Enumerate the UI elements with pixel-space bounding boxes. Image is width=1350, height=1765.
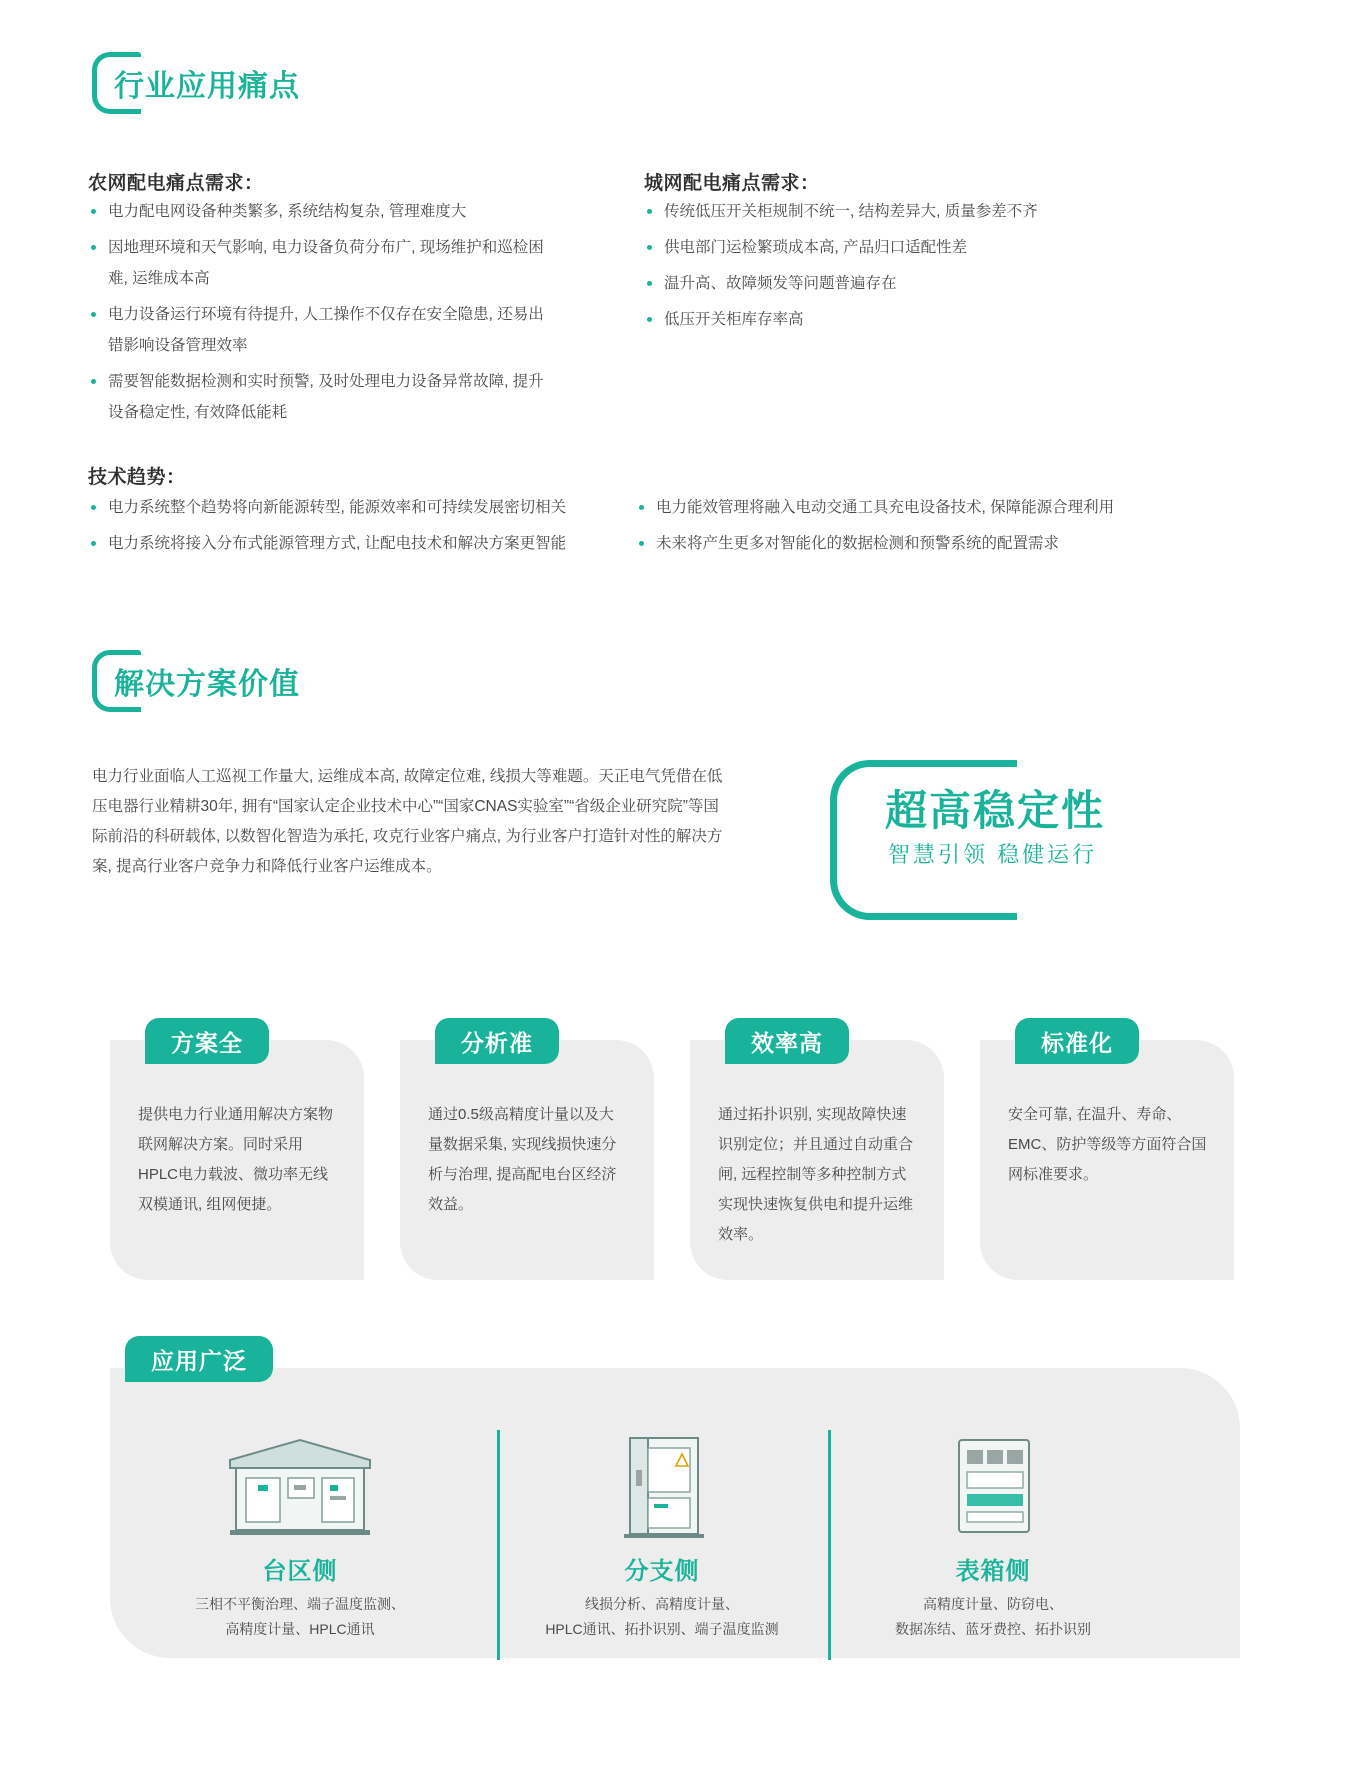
urban-grid-list — [644, 196, 1114, 340]
bracket-decoration-icon — [92, 52, 136, 114]
value-card-tab: 效率高 — [725, 1018, 849, 1064]
application-desc-line1: 线损分析、高精度计量、 — [585, 1596, 739, 1612]
list-item: 传统低压开关柜规制不统一, 结构差异大, 质量参差不齐 — [644, 196, 1114, 227]
value-card-tab: 方案全 — [145, 1018, 269, 1064]
application-title: 台区侧 — [262, 1558, 338, 1585]
application-title: 分支侧 — [624, 1558, 700, 1585]
application-desc-line1: 三相不平衡治理、端子温度监测、 — [195, 1596, 405, 1612]
substation-icon — [135, 1425, 465, 1545]
application-desc-line1: 高精度计量、防窃电、 — [923, 1596, 1063, 1612]
list-item: 电力系统整个趋势将向新能源转型, 能源效率和可持续发展密切相关 — [88, 492, 628, 523]
value-card-body: 通过0.5级高精度计量以及大量数据采集, 实现线损快速分析与治理, 提高配电台区经济效益。 — [428, 1106, 617, 1213]
badge-sub-text: 智慧引领 稳健运行 — [888, 842, 1098, 867]
application-panel-tab: 应用广泛 — [125, 1336, 273, 1382]
application-desc-line2: 高精度计量、HPLC通讯 — [225, 1621, 375, 1637]
application-title: 表箱侧 — [955, 1558, 1031, 1585]
solution-paragraph: 电力行业面临人工巡视工作量大, 运维成本高, 故障定位难, 线损大等难题。天正电气凭借在低压电器行业精耕30年, 拥有“国家认定企业技术中心”“国家CNAS实验室”“省级企业研究院”等国际前沿的科研载体, 以数智化智造为承托, 攻克行业客户痛点, 为行业客户打造针对性的解决方案, 提高行业客户竞争力和降低行业客户运维成本。 — [92, 768, 723, 875]
value-card-body: 通过拓扑识别, 实现故障快速识别定位；并且通过自动重合闸, 远程控制等多种控制方式实现快速恢复供电和提升运维效率。 — [718, 1106, 914, 1243]
section-title: 行业应用痛点 — [114, 70, 300, 103]
rural-grid-title: 农网配电痛点需求： — [88, 173, 264, 194]
branch-cabinet-icon — [497, 1425, 827, 1545]
tech-trend-list-right — [636, 492, 1196, 564]
application-desc-line2: HPLC通讯、拓扑识别、端子温度监测 — [545, 1621, 779, 1637]
list-item: 电力配电网设备种类繁多, 系统结构复杂, 管理难度大 — [88, 196, 558, 227]
list-item: 电力设备运行环境有待提升, 人工操作不仅存在安全隐患, 还易出错影响设备管理效率 — [88, 299, 558, 361]
bracket-decoration-icon — [92, 650, 136, 712]
tech-trend-list-left — [88, 492, 628, 564]
list-item: 电力能效管理将融入电动交通工具充电设备技术, 保障能源合理利用 — [636, 492, 1196, 523]
application-desc-line2: 数据冻结、蓝牙费控、拓扑识别 — [895, 1621, 1091, 1637]
tech-trend-title: 技术趋势： — [88, 467, 186, 488]
list-item: 供电部门运检繁琐成本高, 产品归口适配性差 — [644, 232, 1114, 263]
list-item: 因地理环境和天气影响, 电力设备负荷分布广, 现场维护和巡检困难, 运维成本高 — [88, 232, 558, 294]
value-card-tab: 标准化 — [1015, 1018, 1139, 1064]
list-item: 低压开关柜库存率高 — [644, 304, 1114, 335]
value-card-body: 安全可靠, 在温升、寿命、EMC、防护等级等方面符合国网标准要求。 — [1008, 1106, 1207, 1183]
list-item: 需要智能数据检测和实时预警, 及时处理电力设备异常故障, 提升设备稳定性, 有效降低能耗 — [88, 366, 558, 428]
value-card-body: 提供电力行业通用解决方案物联网解决方案。同时采用HPLC电力载波、微功率无线双模通讯, 组网便捷。 — [138, 1106, 334, 1213]
application-item — [135, 1425, 465, 1642]
badge-main-text: 超高稳定性 — [885, 787, 1106, 834]
rural-grid-list — [88, 196, 558, 433]
section-heading-pain-points — [92, 52, 300, 114]
list-item: 温升高、故障频发等问题普遍存在 — [644, 268, 1114, 299]
meter-box-icon — [828, 1425, 1158, 1545]
section-heading-solution-value — [92, 650, 300, 712]
stability-badge — [830, 760, 1106, 920]
urban-grid-title: 城网配电痛点需求： — [644, 173, 820, 194]
application-item — [497, 1425, 827, 1642]
list-item: 未来将产生更多对智能化的数据检测和预警系统的配置需求 — [636, 528, 1196, 559]
application-item — [828, 1425, 1158, 1642]
list-item: 电力系统将接入分布式能源管理方式, 让配电技术和解决方案更智能 — [88, 528, 628, 559]
value-card-tab: 分析准 — [435, 1018, 559, 1064]
section-title: 解决方案价值 — [114, 668, 300, 701]
